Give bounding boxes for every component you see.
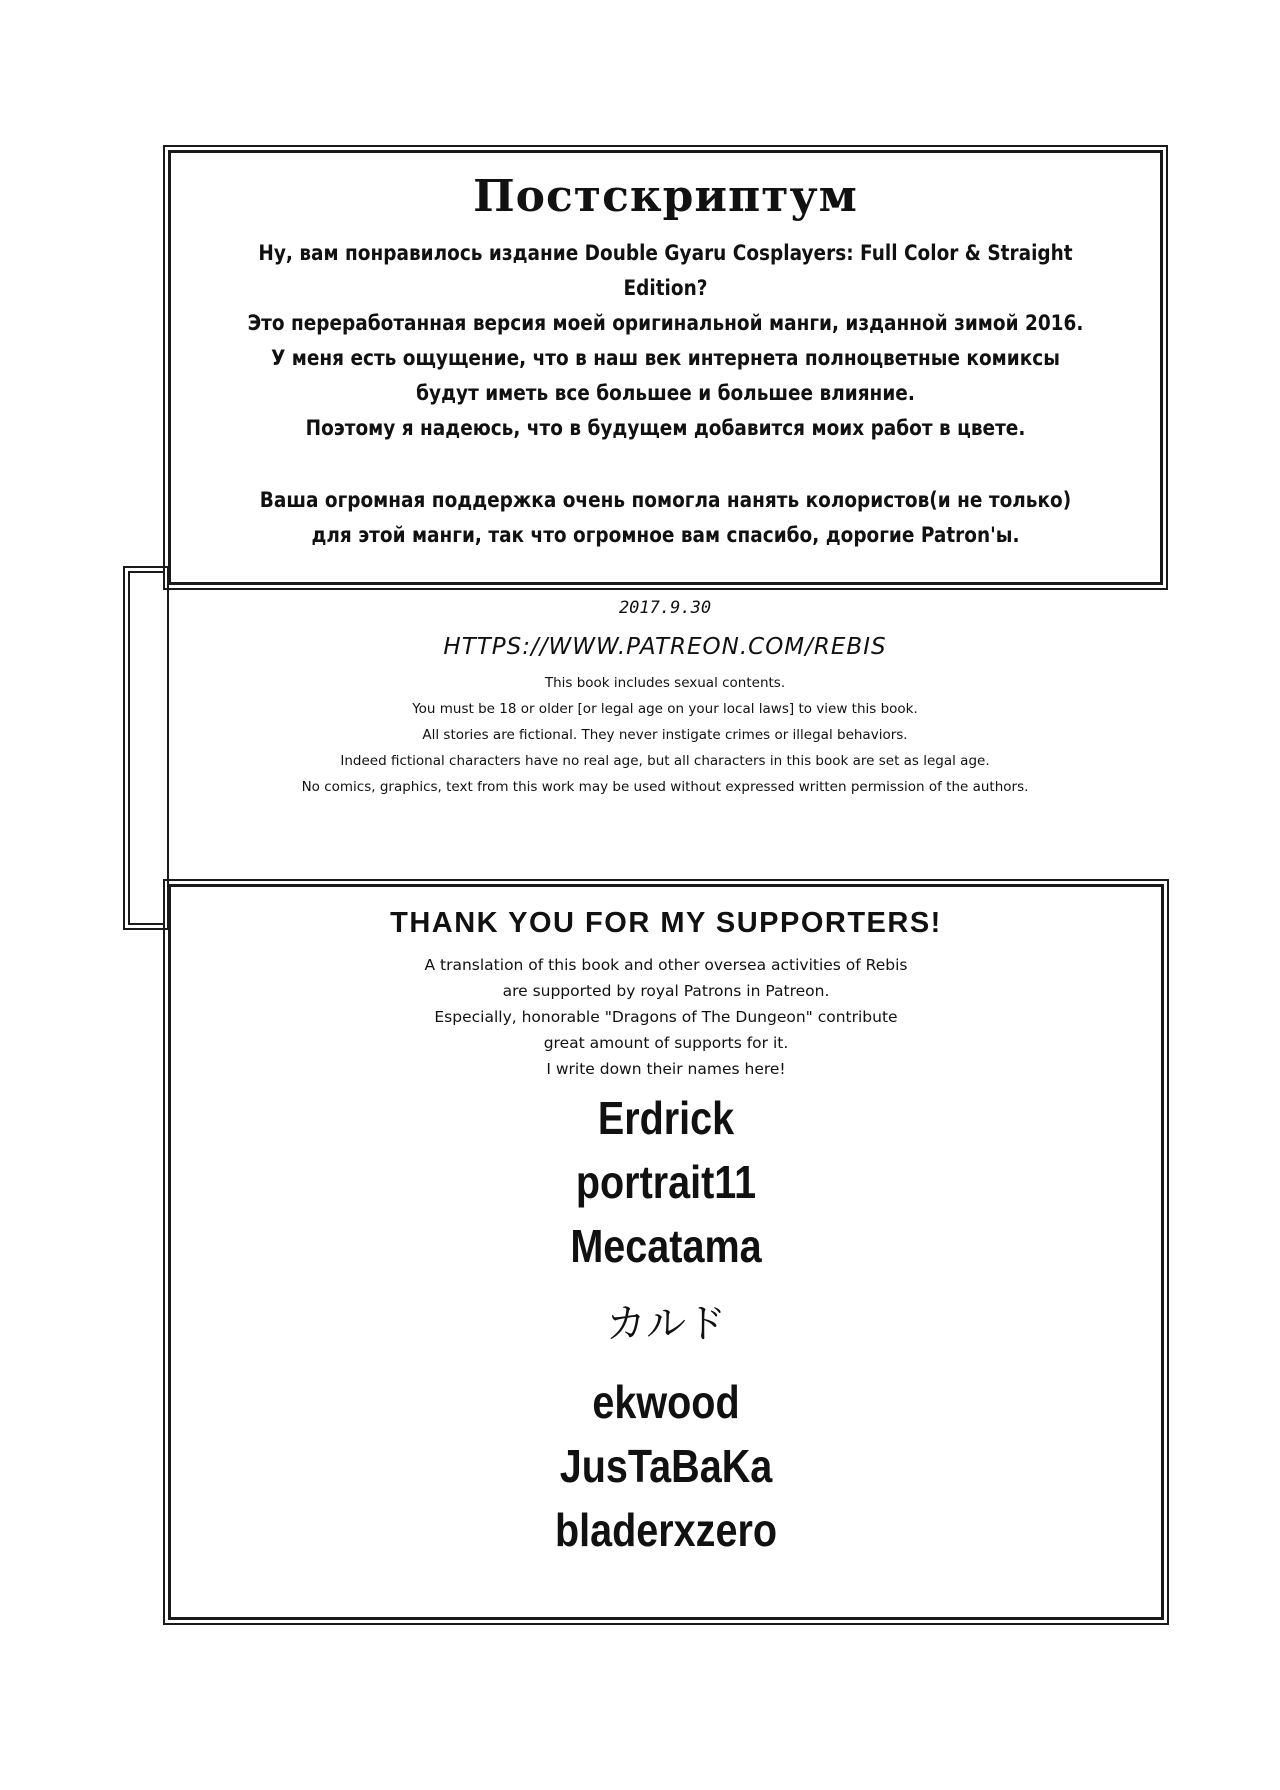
notice-line: You must be 18 or older [or legal age on your local laws] to view this book. (412, 701, 918, 717)
postscript-text (230, 236, 1100, 553)
notice-line: All stories are fictional. They never instigate crimes or illegal behaviors. (422, 727, 908, 743)
supporters-box (168, 884, 1164, 1620)
patreon-url: HTTPS://WWW.PATREON.COM/REBIS (443, 634, 887, 660)
postscript-line: Поэтому я надеюсь, что в будущем добавится моих работ в цвете. (305, 416, 1026, 440)
content-warning (180, 670, 1150, 800)
supporters-line: Especially, honorable "Dragons of The Dungeon" contribute (434, 1008, 898, 1026)
postscript-line: Ну, вам понравилось издание Double Gyaru Cosplayers: Full Color & Straight Edition? (258, 241, 1073, 300)
frame-connector (128, 571, 164, 925)
supporters-line: great amount of supports for it. (543, 1034, 789, 1052)
notice-line: This book includes sexual contents. (544, 675, 786, 691)
publication-notice (180, 595, 1150, 800)
supporter-name: JusTaBaKa (559, 1440, 773, 1492)
paragraph-gap (230, 446, 1100, 483)
postscript-line: для этой манги, так что огромное вам спасибо, дорогие Patron'ы. (311, 523, 1020, 547)
postscript-title: Постскриптум (473, 171, 858, 222)
publication-date: 2017.9.30 (618, 598, 712, 618)
notice-line: Indeed fictional characters have no real age, but all characters in this book are set as legal age. (340, 753, 990, 769)
supporter-name: ekwood (592, 1376, 740, 1428)
postscript-line: У меня есть ощущение, что в наш век интернета полноцветные комиксы (271, 346, 1060, 370)
supporters-line: A translation of this book and other oversea activities of Rebis (424, 956, 908, 974)
supporters-line: I write down their names here! (546, 1060, 786, 1078)
postscript-line: Это переработанная версия моей оригинальной манги, изданной зимой 2016. (247, 311, 1084, 335)
supporter-name: bladerxzero (554, 1504, 778, 1556)
supporters-title: THANK YOU FOR MY SUPPORTERS! (390, 907, 942, 939)
supporter-name: カルド (606, 1301, 726, 1347)
supporters-line: are supported by royal Patrons in Patreon. (502, 982, 830, 1000)
supporter-name: Mecatama (570, 1220, 762, 1272)
supporter-names (171, 1086, 1161, 1562)
supporter-name: Erdrick (597, 1092, 735, 1144)
supporter-name: portrait11 (575, 1156, 757, 1208)
postscript-line: Ваша огромная поддержка очень помогла нанять колористов(и не только) (259, 488, 1072, 512)
postscript-line: будут иметь все большее и большее влияние. (416, 381, 915, 405)
supporters-text (171, 952, 1161, 1082)
notice-line: No comics, graphics, text from this work may be used without expressed written permission of the authors. (301, 779, 1029, 795)
postscript-box (168, 150, 1163, 585)
